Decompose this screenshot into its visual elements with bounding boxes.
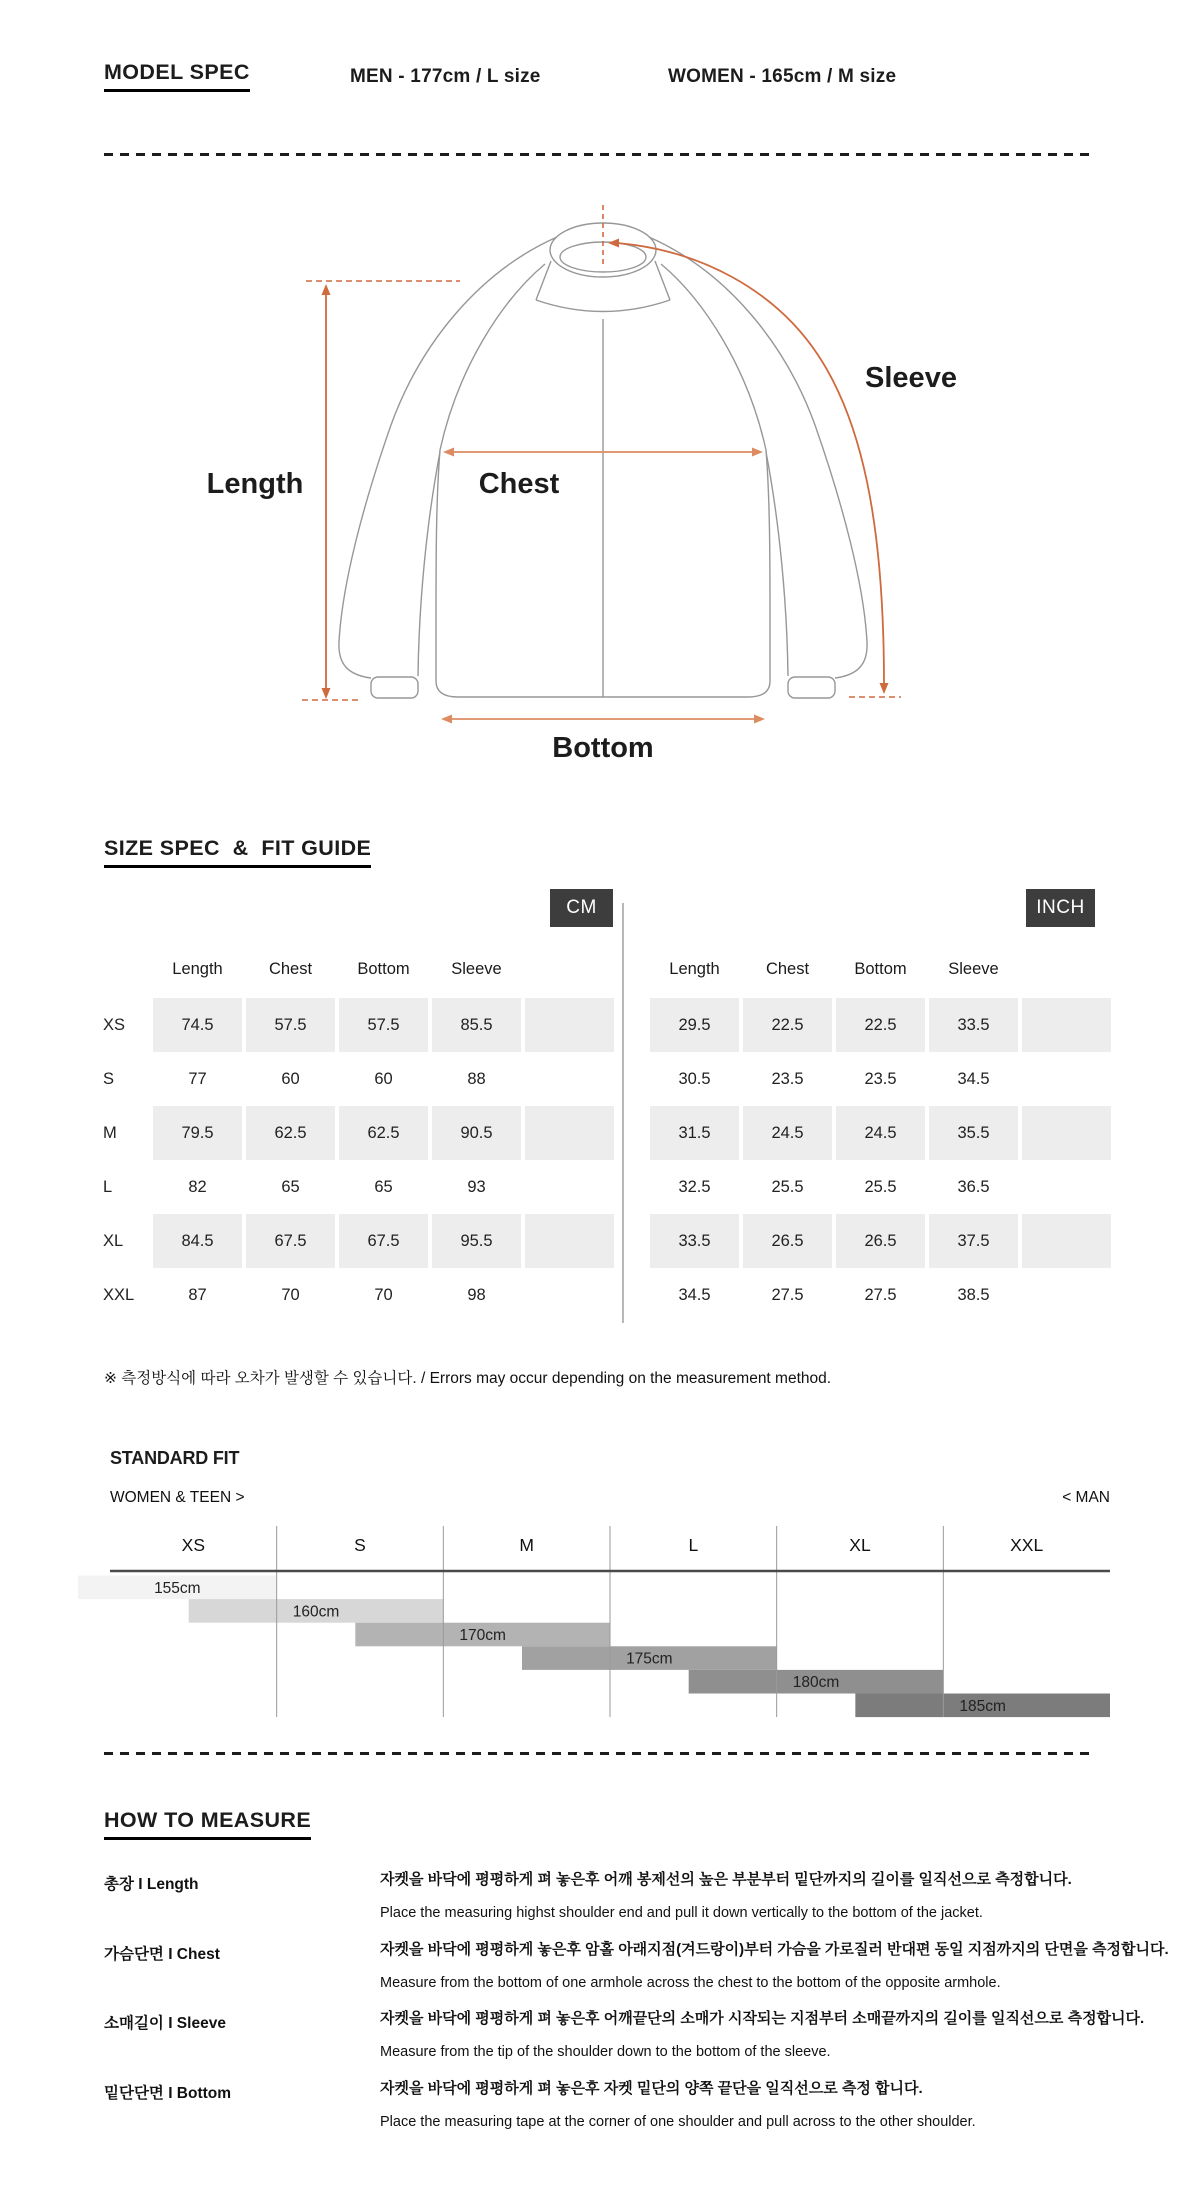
bottom-arrow bbox=[441, 715, 765, 724]
table-cell: 82 bbox=[188, 1177, 207, 1196]
table-cell-empty bbox=[1022, 1160, 1111, 1214]
table-cell: 65 bbox=[281, 1177, 300, 1196]
fit-category-label: L bbox=[688, 1535, 699, 1555]
table-cell: 31.5 bbox=[650, 1106, 739, 1160]
table-cell-empty bbox=[525, 1052, 614, 1106]
measure-row-label: 소매길이 I Sleeve bbox=[104, 2015, 226, 2032]
column-header: Bottom bbox=[357, 960, 410, 978]
table-row bbox=[650, 1106, 1111, 1160]
table-cell-empty bbox=[525, 1214, 614, 1268]
table-cell: 98 bbox=[467, 1285, 486, 1304]
column-header: Sleeve bbox=[948, 960, 999, 978]
diagram-label-bottom: Bottom bbox=[552, 732, 654, 764]
column-header-empty bbox=[1022, 941, 1111, 998]
table-row bbox=[650, 1160, 1111, 1214]
dashed-divider-top bbox=[104, 153, 1094, 156]
table-cell-empty bbox=[525, 998, 614, 1052]
table-cell-empty bbox=[1022, 1268, 1111, 1322]
table-header-row bbox=[103, 941, 614, 998]
size-label: L bbox=[103, 1177, 113, 1196]
table-row bbox=[103, 1106, 614, 1160]
fit-caption-right: < MAN bbox=[1062, 1489, 1110, 1506]
table-cell: 84.5 bbox=[153, 1214, 242, 1268]
fit-caption-left: WOMEN & TEEN > bbox=[110, 1489, 245, 1506]
table-cell: 62.5 bbox=[246, 1106, 335, 1160]
model-spec-women: WOMEN - 165cm / M size bbox=[668, 66, 897, 87]
table-cell: 26.5 bbox=[743, 1214, 832, 1268]
fit-chart bbox=[78, 1515, 1118, 1725]
table-cell: 25.5 bbox=[771, 1177, 804, 1196]
table-cell-empty bbox=[525, 1268, 614, 1322]
unit-badge-inch: INCH bbox=[1026, 889, 1095, 927]
table-cell: 77 bbox=[188, 1069, 207, 1088]
size-label: S bbox=[103, 1069, 115, 1088]
table-cell: 70 bbox=[281, 1285, 300, 1304]
measure-row-label: 가슴단면 I Chest bbox=[104, 1946, 220, 1963]
table-cell: 22.5 bbox=[836, 998, 925, 1052]
measurement-note: ※ 측정방식에 따라 오차가 발생할 수 있습니다. / Errors may occur depending on the measurement method. bbox=[104, 1370, 832, 1387]
table-cell: 23.5 bbox=[771, 1069, 804, 1088]
table-cell: 34.5 bbox=[957, 1069, 990, 1088]
table-row bbox=[650, 998, 1111, 1052]
table-cell: 26.5 bbox=[836, 1214, 925, 1268]
table-cell: 57.5 bbox=[339, 998, 428, 1052]
table-vertical-divider bbox=[622, 903, 624, 1323]
fit-category-label: M bbox=[519, 1535, 534, 1555]
fit-bar-label: 155cm bbox=[154, 1579, 201, 1597]
measure-row-desc bbox=[380, 1942, 1180, 1991]
table-cell: 57.5 bbox=[246, 998, 335, 1052]
table-cell: 65 bbox=[374, 1177, 393, 1196]
size-label: XXL bbox=[103, 1285, 135, 1304]
table-cell: 33.5 bbox=[929, 998, 1018, 1052]
size-spec-title: SIZE SPEC & FIT GUIDE bbox=[104, 836, 371, 868]
table-row bbox=[103, 1268, 614, 1322]
measure-desc-kr: 자켓을 바닥에 평평하게 펴 놓은후 어깨끝단의 소매가 시작되는 지점부터 소매끝까지의 길이를 일직선으로 측정합니다. bbox=[380, 2010, 1145, 2027]
measure-row-desc bbox=[380, 1872, 1160, 1921]
fit-category-label: S bbox=[354, 1535, 366, 1555]
model-spec-men: MEN - 177cm / L size bbox=[350, 66, 541, 87]
table-cell: 22.5 bbox=[743, 998, 832, 1052]
diagram-label-length: Length bbox=[206, 468, 304, 500]
column-header: Bottom bbox=[854, 960, 907, 978]
table-row bbox=[103, 1160, 614, 1214]
dashed-divider-bottom bbox=[104, 1752, 1094, 1755]
diagram-label-sleeve: Sleeve bbox=[865, 362, 957, 394]
measure-desc-en: Measure from the tip of the shoulder down to the bottom of the sleeve. bbox=[380, 2044, 831, 2060]
fit-category-label: XXL bbox=[1010, 1535, 1044, 1555]
size-label: XS bbox=[103, 1015, 126, 1034]
table-cell: 74.5 bbox=[153, 998, 242, 1052]
size-label-header bbox=[103, 941, 149, 998]
table-cell: 67.5 bbox=[339, 1214, 428, 1268]
fit-category-label: XL bbox=[849, 1535, 871, 1555]
table-cell: 38.5 bbox=[957, 1285, 990, 1304]
table-cell-empty bbox=[1022, 1214, 1111, 1268]
measure-desc-kr: 자켓을 바닥에 평평하게 펴 놓은후 자켓 밑단의 양쪽 끝단을 일직선으로 측정 합니다. bbox=[380, 2080, 923, 2097]
measure-desc-en: Measure from the bottom of one armhole across the chest to the bottom of the opposite armhole. bbox=[380, 1975, 1001, 1991]
fit-bar-label: 170cm bbox=[459, 1627, 506, 1644]
table-cell: 24.5 bbox=[743, 1106, 832, 1160]
table-cell: 90.5 bbox=[432, 1106, 521, 1160]
fit-bar-label: 185cm bbox=[959, 1697, 1006, 1715]
table-cell: 32.5 bbox=[678, 1177, 711, 1196]
fit-bar-label: 175cm bbox=[626, 1650, 673, 1668]
table-row bbox=[650, 1214, 1111, 1268]
table-cell: 35.5 bbox=[929, 1106, 1018, 1160]
measure-row-label: 밑단단면 I Bottom bbox=[104, 2085, 232, 2102]
table-cell: 85.5 bbox=[432, 998, 521, 1052]
sleeve-arrow bbox=[608, 239, 901, 698]
size-label: XL bbox=[103, 1231, 124, 1250]
table-cell: 27.5 bbox=[771, 1285, 804, 1304]
table-cell: 79.5 bbox=[153, 1106, 242, 1160]
table-cell: 60 bbox=[374, 1069, 393, 1088]
diagram-label-chest: Chest bbox=[478, 468, 560, 500]
table-cell: 24.5 bbox=[836, 1106, 925, 1160]
table-cell: 95.5 bbox=[432, 1214, 521, 1268]
table-cell: 27.5 bbox=[864, 1285, 897, 1304]
table-cell: 37.5 bbox=[929, 1214, 1018, 1268]
table-cell: 67.5 bbox=[246, 1214, 335, 1268]
table-cell-empty bbox=[525, 1160, 614, 1214]
unit-badge-cm: CM bbox=[550, 889, 613, 927]
measure-desc-en: Place the measuring highst shoulder end and pull it down vertically to the bottom of the jacket. bbox=[380, 1905, 983, 1921]
standard-fit-title: STANDARD FIT bbox=[110, 1448, 240, 1468]
table-row bbox=[103, 1052, 614, 1106]
table-cell: 88 bbox=[467, 1069, 486, 1088]
cm-table bbox=[103, 941, 614, 1322]
table-cell: 23.5 bbox=[864, 1069, 897, 1088]
table-cell: 60 bbox=[281, 1069, 300, 1088]
measure-desc-kr: 자켓을 바닥에 평평하게 놓은후 암홀 아래지점(겨드랑이)부터 가슴을 가로질러 반대편 동일 지점까지의 단면을 측정합니다. bbox=[380, 1941, 1169, 1958]
size-label: M bbox=[103, 1123, 117, 1142]
jacket-measure-diagram bbox=[100, 170, 1100, 780]
table-cell: 34.5 bbox=[678, 1285, 711, 1304]
table-cell-empty bbox=[525, 1106, 614, 1160]
column-header: Length bbox=[172, 960, 223, 978]
inch-table bbox=[650, 941, 1111, 1322]
table-cell: 93 bbox=[467, 1177, 486, 1196]
measure-annotations bbox=[302, 205, 901, 724]
fit-bar-label: 180cm bbox=[792, 1674, 840, 1692]
jacket-outline bbox=[339, 223, 867, 698]
measure-row-label: 총장 I Length bbox=[104, 1876, 199, 1893]
table-cell-empty bbox=[1022, 1052, 1111, 1106]
column-header: Length bbox=[669, 960, 720, 978]
table-cell: 62.5 bbox=[339, 1106, 428, 1160]
model-spec-title: MODEL SPEC bbox=[104, 60, 250, 92]
table-cell: 29.5 bbox=[650, 998, 739, 1052]
table-cell: 87 bbox=[188, 1285, 207, 1304]
measure-desc-en: Place the measuring tape at the corner of one shoulder and pull across to the other shoulder. bbox=[380, 2114, 976, 2130]
measure-row-desc bbox=[380, 2081, 1160, 2130]
column-header: Sleeve bbox=[451, 960, 502, 978]
table-row bbox=[103, 998, 614, 1052]
table-row bbox=[650, 1052, 1111, 1106]
column-header-empty bbox=[525, 941, 614, 998]
table-cell-empty bbox=[1022, 998, 1111, 1052]
table-header-row bbox=[650, 941, 1111, 998]
table-cell: 33.5 bbox=[650, 1214, 739, 1268]
fit-category-label: XS bbox=[181, 1535, 206, 1555]
fit-bar-label: 160cm bbox=[292, 1603, 340, 1621]
table-cell: 36.5 bbox=[957, 1177, 990, 1196]
how-to-measure-title: HOW TO MEASURE bbox=[104, 1808, 311, 1840]
measure-row-desc bbox=[380, 2011, 1160, 2060]
measure-desc-kr: 자켓을 바닥에 평평하게 펴 놓은후 어깨 봉제선의 높은 부분부터 밑단까지의 길이를 일직선으로 측정합니다. bbox=[380, 1871, 1072, 1888]
table-cell-empty bbox=[1022, 1106, 1111, 1160]
table-cell: 70 bbox=[374, 1285, 393, 1304]
table-row bbox=[103, 1214, 614, 1268]
column-header: Chest bbox=[765, 960, 810, 978]
table-row bbox=[650, 1268, 1111, 1322]
column-header: Chest bbox=[268, 960, 313, 978]
table-cell: 30.5 bbox=[678, 1069, 711, 1088]
table-cell: 25.5 bbox=[864, 1177, 897, 1196]
